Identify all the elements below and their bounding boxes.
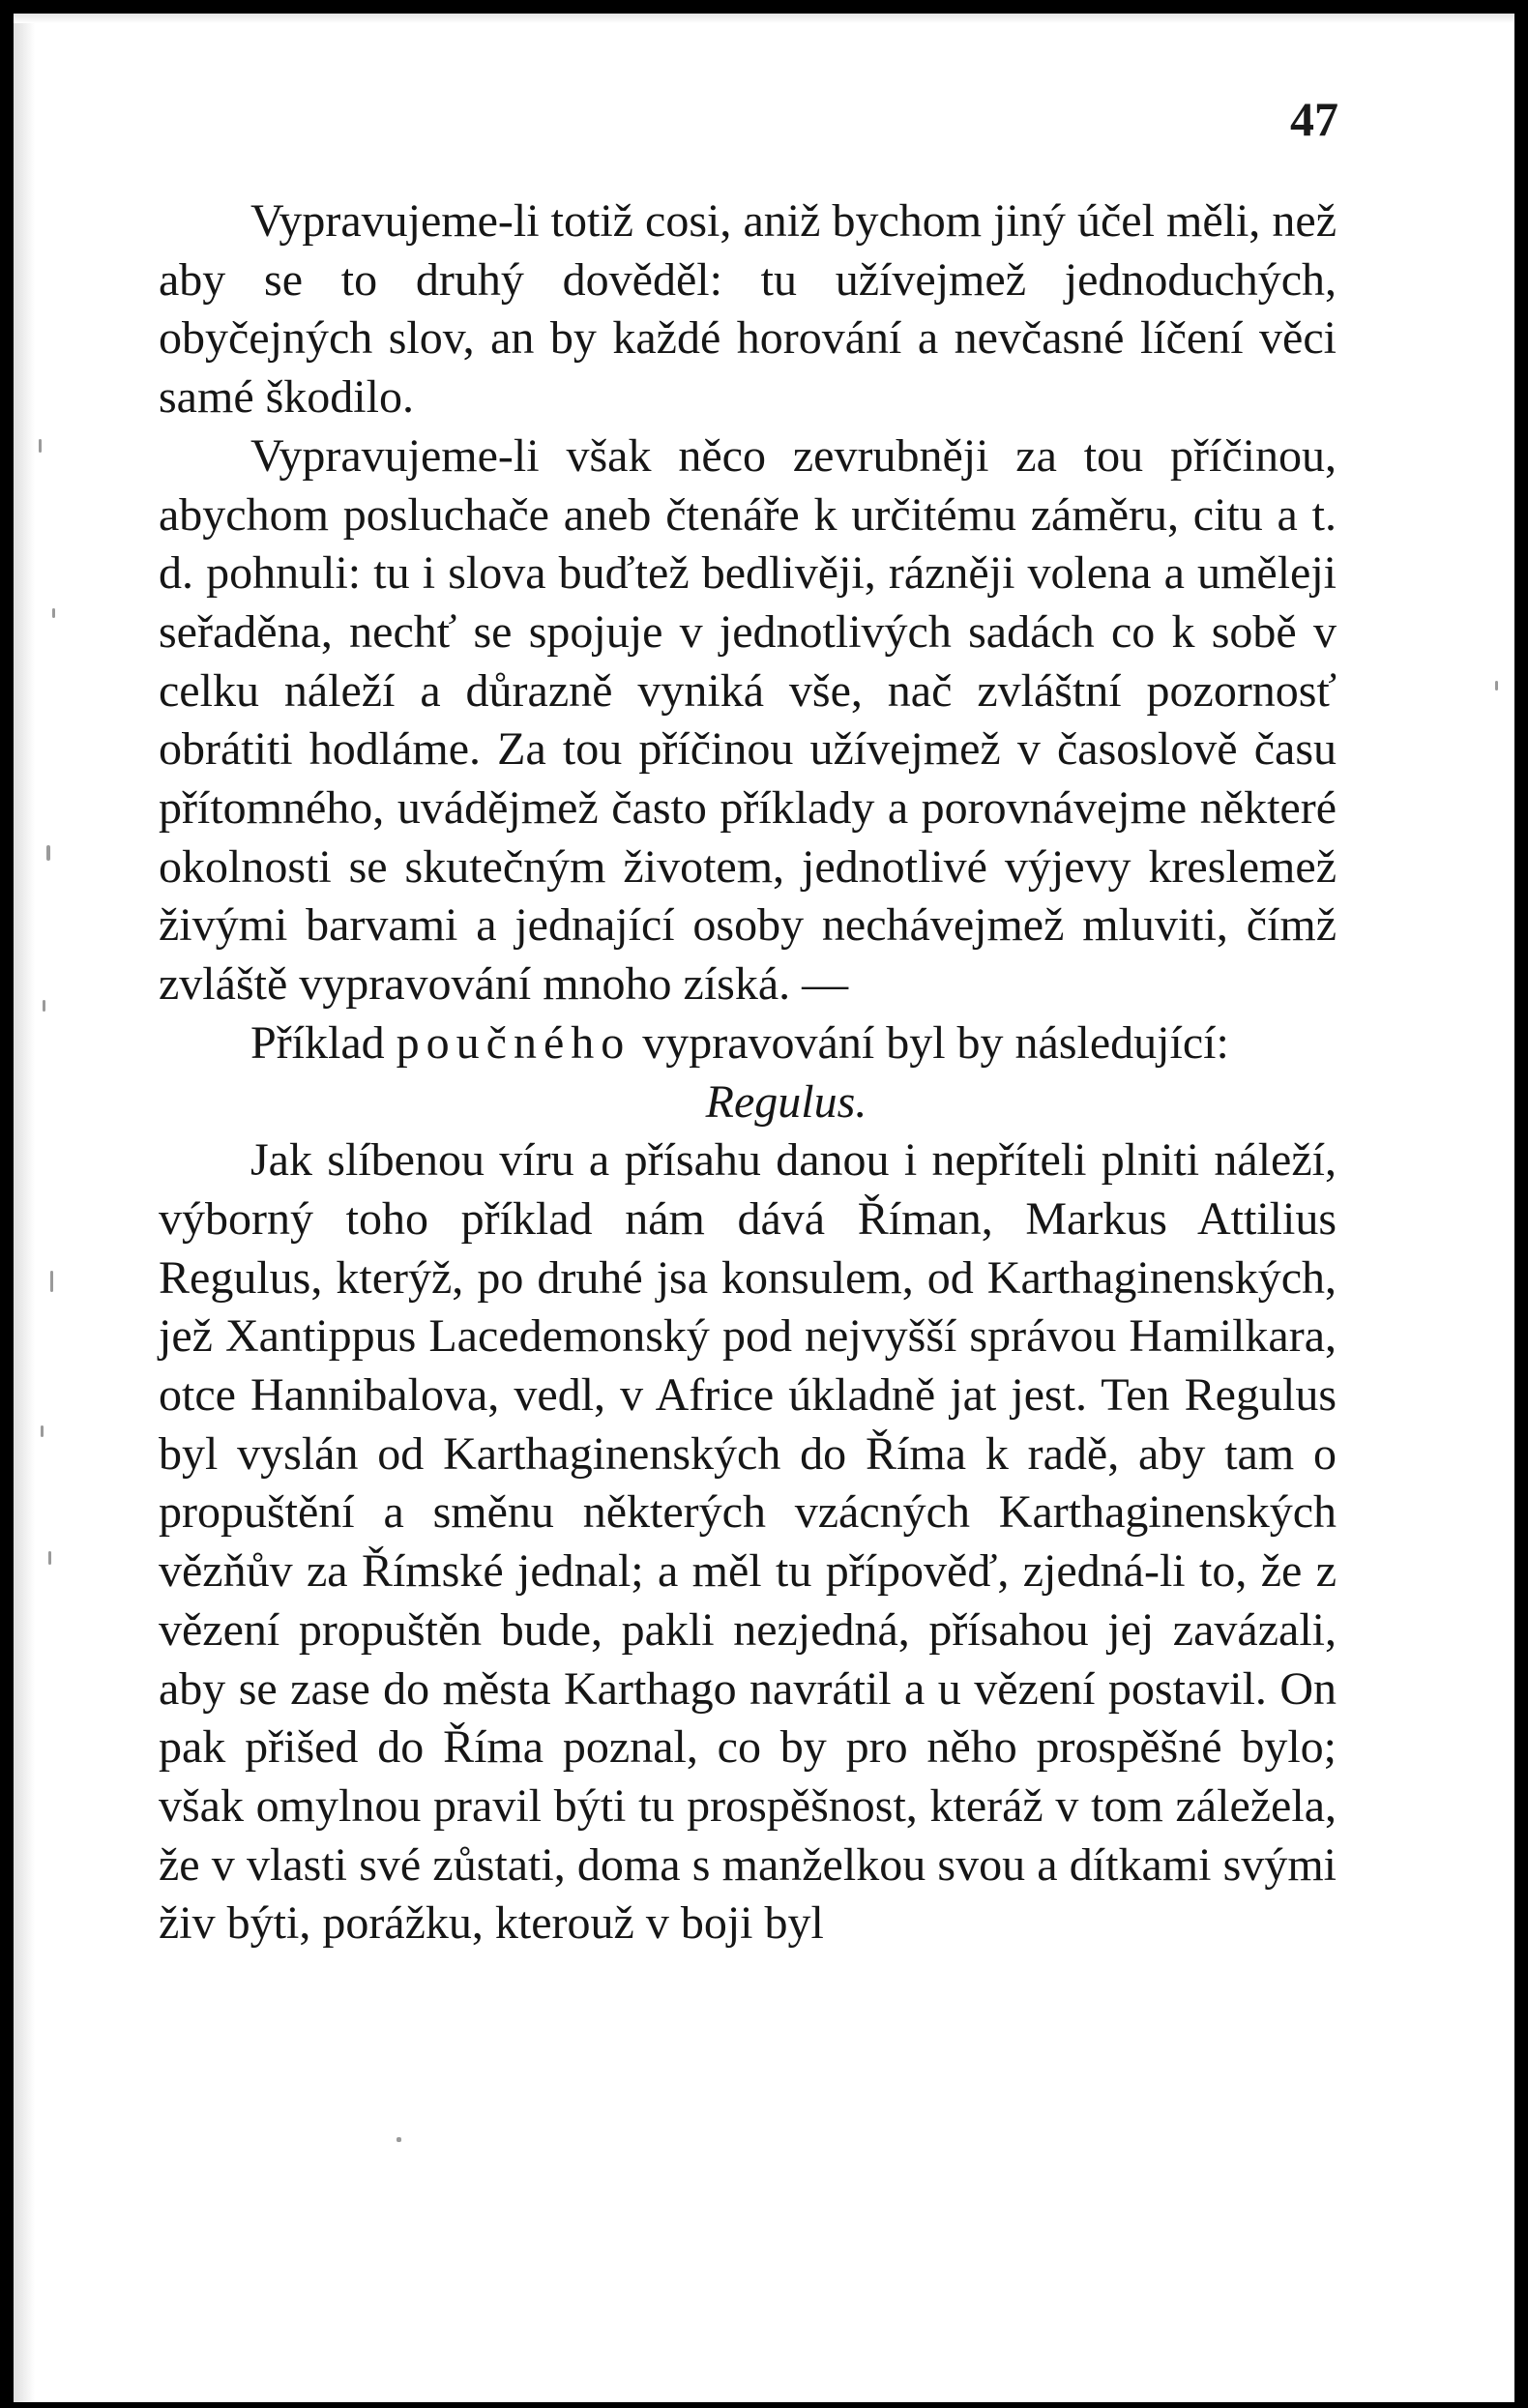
scan-shadow-left [14, 14, 35, 2402]
body-text [159, 192, 1337, 1953]
scan-shadow-top [14, 14, 1514, 23]
text-run: vypravování byl by následující: [642, 1016, 1229, 1069]
scan-speck [397, 2137, 401, 2142]
paragraph [159, 1014, 1337, 1073]
scan-speck [39, 439, 42, 453]
section-title: Regulus. [705, 1075, 867, 1128]
spaced-emphasis: poučného [396, 1016, 632, 1069]
scan-speck [50, 1271, 53, 1292]
scan-speck [41, 1425, 44, 1437]
text-run: Příklad [250, 1016, 385, 1069]
page-number: 47 [1290, 92, 1338, 146]
book-page [14, 14, 1514, 2402]
paragraph: Vypravujeme-li však něco zevrubněji za tou příčinou, abychom posluchače aneb čtenáře k určitému záměru, citu a t. d. pohnuli: tu i slova buďtež bedlivěji, rázněji volena a uměleji seřaděna, nechť se spojuje v jednotlivých sadách co k sobě v celku náleží a důrazně vyniká vše, nač zvláštní pozornosť obrátiti hodláme. Za tou příčinou užívejmež v časoslově času přítomného, uvádějmež často příklady a porovnávejme některé okolnosti se skutečným životem, jednotlivé výjevy kreslemež živými barvami a jednající osoby nechávejmež mluviti, čímž zvláště vypravování mnoho získá. — [159, 429, 1337, 1011]
scan-speck [1495, 681, 1498, 690]
scan-speck [52, 608, 55, 618]
scan-speck [48, 1551, 51, 1565]
paragraph: Vypravujeme-li totiž cosi, aniž bychom jiný účel měli, než aby se to druhý dověděl: tu užívejmež jednoduchých, obyčejných slov, an by každé horování a nevčasné líčení věci samé škodilo. [159, 195, 1337, 424]
scan-speck [43, 1000, 45, 1012]
paragraph: Jak slíbenou víru a přísahu danou i nepříteli plniti náleží, výborný toho příklad nám dává Říman, Markus Attilius Regulus, kterýž, po druhé jsa konsulem, od Karthaginenských, jež Xantippus Lacedemonský pod nejvyšší správou Hamilkara, otce Hannibalova, vedl, v Africe úkladně jat jest. Ten Regulus byl vyslán od Karthaginenských do Říma k radě, aby tam o propuštění a směnu některých vzácných Karthaginenských vězňův za Římské jednal; a měl tu přípověď, zjedná-li to, že z vězení propuštěn bude, pakli nezjedná, přísahou jej zavázali, aby se zase do města Karthago navrátil a u vězení postavil. On pak přišed do Říma poznal, co by pro něho prospěšné bylo; však omylnou pravil býti tu prospěšnost, kteráž v tom záležela, že v vlasti své zůstati, doma s manželkou svou a dítkami svými živ býti, porážku, kterouž v boji byl [159, 1134, 1337, 1950]
scan-speck [46, 845, 50, 861]
